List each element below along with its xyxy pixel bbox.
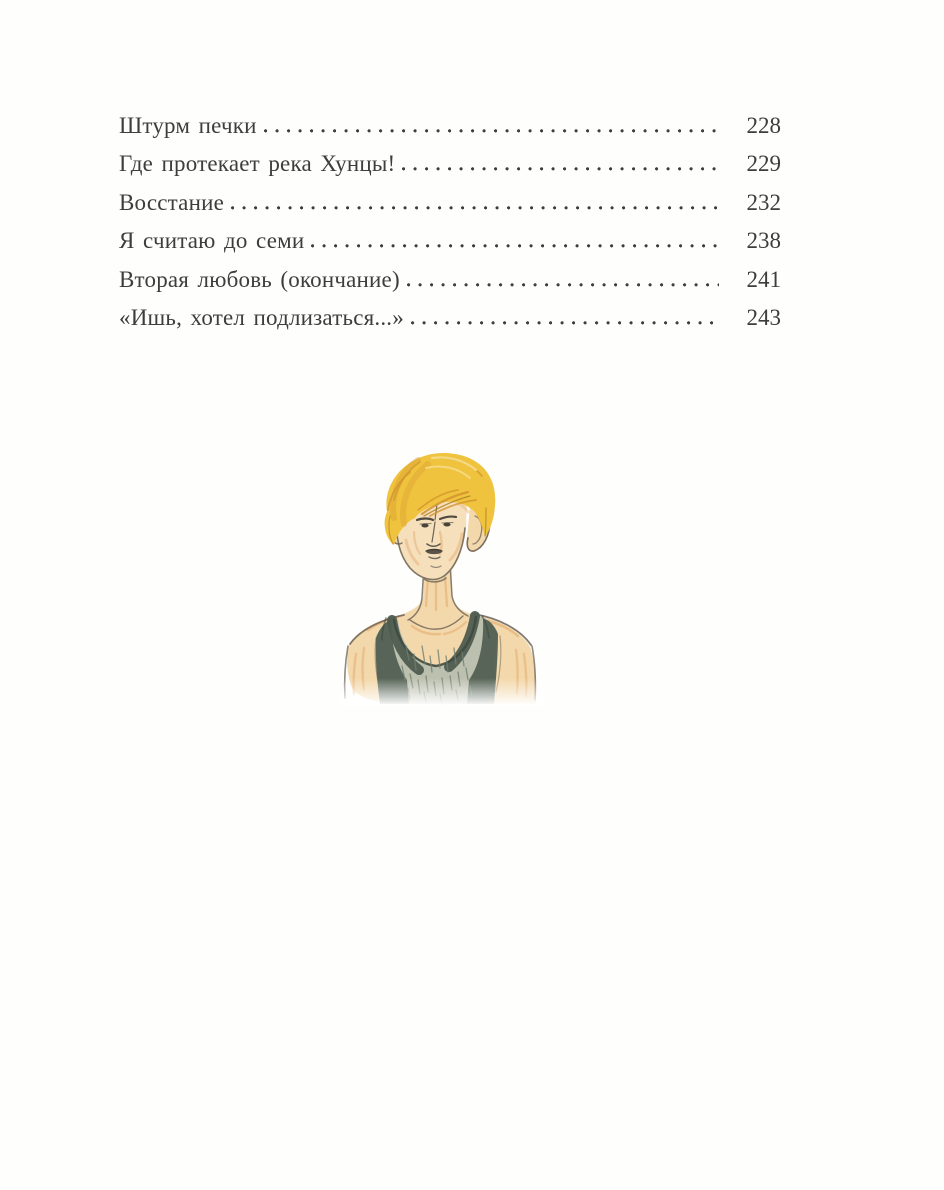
dot-leader — [231, 206, 719, 210]
toc-entry — [119, 261, 781, 299]
toc-entry-title: Я считаю до семи — [119, 228, 305, 254]
toc-entry-title: Штурм печки — [119, 113, 257, 138]
toc-entry-page: 228 — [746, 113, 781, 138]
toc-entry — [119, 184, 781, 222]
toc-entry-title: Где протекает река Хунцы! — [119, 151, 396, 177]
toc-entry-page: 232 — [746, 189, 781, 215]
toc-entry-title: «Ишь, хотел подлизаться...» — [119, 304, 404, 330]
table-of-contents — [119, 107, 781, 337]
toc-entry-title: Вторая любовь (окончание) — [119, 266, 400, 292]
boy-portrait-illustration — [340, 448, 544, 706]
toc-entry — [119, 145, 781, 183]
toc-entry — [119, 107, 781, 145]
bottom-fade — [340, 678, 544, 706]
dot-leader — [411, 321, 719, 325]
toc-entry — [119, 299, 781, 337]
dot-leader — [311, 244, 719, 248]
toc-entry-page: 241 — [746, 266, 781, 292]
toc-entry-page: 243 — [746, 304, 781, 330]
toc-entry-title: Восстание — [119, 189, 224, 215]
boy-portrait-drawing — [340, 448, 544, 706]
dot-leader — [402, 167, 719, 171]
toc-entry-page: 229 — [746, 151, 781, 177]
toc-entry-page: 238 — [746, 228, 781, 254]
dot-leader — [264, 129, 719, 133]
toc-entry — [119, 222, 781, 260]
dot-leader — [407, 283, 719, 287]
